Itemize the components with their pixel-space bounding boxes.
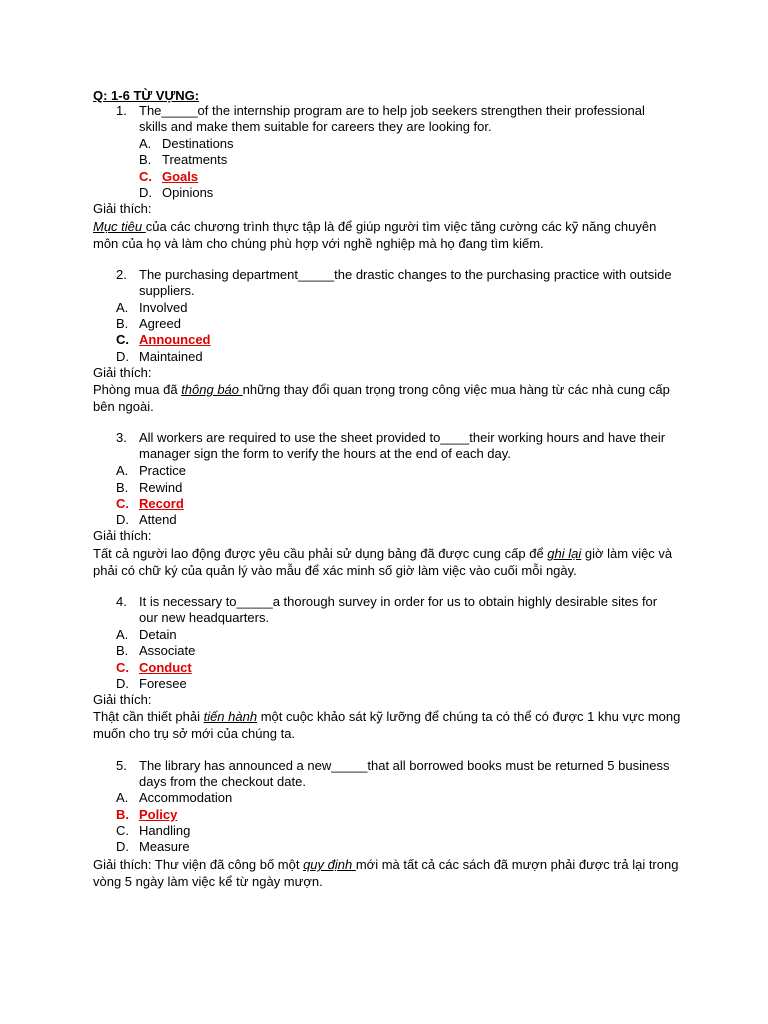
option-letter: B.	[116, 480, 129, 495]
option-text: Announced	[139, 332, 211, 347]
option-text: Foresee	[139, 676, 187, 691]
explanation-3	[93, 545, 683, 579]
explanation-keyword: thông báo	[181, 382, 243, 397]
option-text: Rewind	[139, 480, 183, 495]
question-5	[116, 758, 676, 791]
question-text: The_____of the internship program are to help job seekers strengthen their professional skills and make them suitable for careers they are looking for.	[139, 103, 645, 135]
option-letter: C.	[116, 496, 129, 511]
explanation-text: một cuộc khảo sát kỹ lưỡng để chúng ta có thể có được 1 khu vực mong muốn cho trụ sở mới của chúng ta.	[93, 709, 681, 741]
option-letter: D.	[116, 839, 129, 854]
option-letter: A.	[116, 790, 129, 805]
explanation-label: Giải thích:	[93, 528, 152, 543]
option-letter: D.	[116, 676, 129, 691]
option-letter: D.	[116, 349, 129, 364]
option-text: Opinions	[162, 185, 214, 200]
option-letter: C.	[116, 823, 129, 838]
question-number: 1.	[116, 103, 127, 118]
option-letter: B.	[116, 316, 129, 331]
option-letter: A.	[116, 300, 129, 315]
explanation-keyword: Mục tiêu	[93, 219, 146, 234]
option-text: Destinations	[162, 136, 234, 151]
option-letter: D.	[139, 185, 152, 200]
option-letter: A.	[139, 136, 152, 151]
question-text: The purchasing department_____the drastic changes to the purchasing practice with outside suppliers.	[139, 267, 672, 299]
explanation-4	[93, 708, 683, 742]
explanation-text: của các chương trình thực tập là để giúp người tìm việc tăng cường các kỹ năng chuyên môn của họ và làm cho chúng phù hợp với nghề nghiệp mà họ đang tìm kiếm.	[93, 219, 657, 251]
option-letter: D.	[116, 512, 129, 527]
option-letter: A.	[116, 627, 129, 642]
explanation-keyword: quy định	[303, 857, 356, 872]
question-number: 4.	[116, 594, 127, 609]
explanation-5	[93, 856, 683, 890]
question-2	[116, 267, 676, 300]
option-letter: B.	[116, 807, 129, 822]
option-text: Handling	[139, 823, 191, 838]
option-letter: C.	[116, 332, 129, 347]
option-text: Practice	[139, 463, 186, 478]
question-text: All workers are required to use the sheet provided to____their working hours and have their manager sign the form to verify the hours at the end of each day.	[139, 430, 666, 462]
explanation-text: Tất cả người lao động được yêu cầu phải sử dụng bảng đã được cung cấp để	[93, 546, 548, 561]
question-text: The library has announced a new_____that all borrowed books must be returned 5 business days from the checkout date.	[139, 758, 670, 790]
option-letter: A.	[116, 463, 129, 478]
explanation-text: Thật cần thiết phải	[93, 709, 204, 724]
option-text: Detain	[139, 627, 177, 642]
explanation-text: những thay đổi quan trọng trong công việc mua hàng từ các nhà cung cấp bên ngoài.	[93, 382, 670, 414]
explanation-text: Giải thích: Thư viện đã công bố một	[93, 857, 304, 872]
question-1	[116, 103, 676, 136]
option-text: Involved	[139, 300, 188, 315]
explanation-1	[93, 218, 683, 252]
option-text: Accommodation	[139, 790, 233, 805]
question-number: 5.	[116, 758, 127, 773]
option-text: Measure	[139, 839, 190, 854]
explanation-2	[93, 381, 683, 415]
question-4	[116, 594, 676, 627]
option-text: Attend	[139, 512, 177, 527]
option-text: Policy	[139, 807, 178, 822]
question-3	[116, 430, 676, 463]
explanation-keyword: tiến hành	[203, 709, 258, 724]
question-text: It is necessary to_____a thorough survey in order for us to obtain highly desirable sites for our new headquarters.	[139, 594, 658, 626]
explanation-text: Phòng mua đã	[93, 382, 182, 397]
option-text: Record	[139, 496, 184, 511]
option-text: Treatments	[162, 152, 228, 167]
question-number: 3.	[116, 430, 127, 445]
explanation-label: Giải thích:	[93, 201, 152, 216]
section-header: Q: 1-6 TỪ VỰNG:	[93, 88, 200, 103]
explanation-keyword: ghi lại	[547, 546, 582, 561]
option-text: Maintained	[139, 349, 203, 364]
option-letter: C.	[139, 169, 152, 184]
explanation-text: mới mà tất cả các sách đã mượn phải được trả lại trong vòng 5 ngày làm việc kể từ ngày mượn.	[93, 857, 679, 889]
option-letter: B.	[139, 152, 152, 167]
explanation-text: giờ làm việc và phải có chữ ký của quản lý vào mẫu để xác minh số giờ làm việc vào cuối mỗi ngày.	[93, 546, 673, 578]
option-text: Conduct	[139, 660, 192, 675]
option-letter: B.	[116, 643, 129, 658]
option-text: Goals	[162, 169, 199, 184]
option-letter: C.	[116, 660, 129, 675]
question-number: 2.	[116, 267, 127, 282]
explanation-label: Giải thích:	[93, 365, 152, 380]
explanation-label: Giải thích:	[93, 692, 152, 707]
option-text: Agreed	[139, 316, 181, 331]
option-text: Associate	[139, 643, 196, 658]
